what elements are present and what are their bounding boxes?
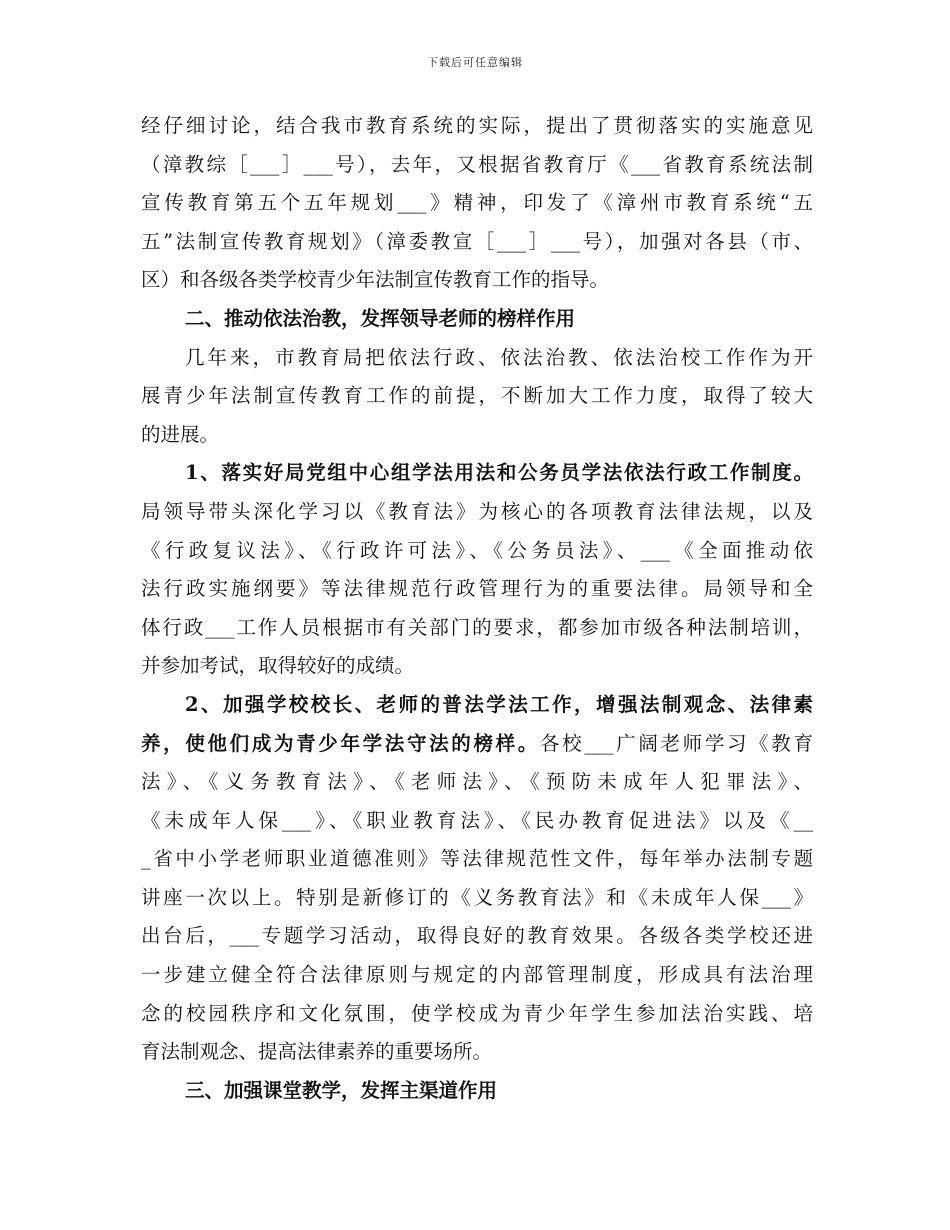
document-body: [141, 107, 813, 1110]
text-line-12: 《行政复议法》、《行政许可法》、《公务员法》、___《全面推动依: [141, 538, 813, 562]
section-heading-2: 二、推动依法治教，发挥领导老师的榜样作用: [185, 306, 576, 330]
text-line-25: 育法制观念、提高法律素养的重要场所。: [141, 1040, 493, 1064]
page-header: 下载后可任意编辑: [427, 56, 523, 69]
text-line-13: 法行政实施纲要》等法律规范行政管理行为的重要法律。局领导和全: [141, 577, 813, 601]
text-line-24: 念的校园秩序和文化氛围，使学校成为青少年学生参加法治实践、培: [141, 1001, 813, 1025]
text-line-15: 并参加考试，取得较好的成绩。: [141, 654, 415, 678]
text-line-4: 五”法制宣传教育规划》（漳委教宣［___］___号），加强对各县（市、: [141, 229, 813, 253]
subheading-2-continuation: 养，使他们成为青少年学法守法的榜样。: [141, 731, 540, 755]
text-line-9: 的进展。: [141, 422, 220, 446]
text-line-20: _省中小学老师职业道德准则》等法律规范性文件，每年举办法制专题: [141, 847, 813, 871]
text-line-17: [141, 725, 813, 764]
subheading-2: 2、加强学校校长、老师的普法学法工作，增强法制观念、法律素: [185, 692, 813, 716]
text-line-5: 区）和各级各类学校青少年法制宣传教育工作的指导。: [141, 268, 610, 292]
text-line-3: 宣传教育第五个五年规划___》精神，印发了《漳州市教育系统“五: [141, 191, 813, 215]
subheading-1: 1、落实好局党组中心组学法用法和公务员学法依法行政工作制度。: [185, 461, 813, 485]
text-line-1: 经仔细讨论，结合我市教育系统的实际，提出了贯彻落实的实施意见: [141, 114, 813, 137]
text-line-23: 一步建立健全符合法律原则与规定的内部管理制度，形成具有法治理: [141, 963, 813, 987]
text-line-17-rest: 各校___广阔老师学习《教育: [539, 731, 813, 755]
text-line-11: 局领导带头深化学习以《教育法》为核心的各项教育法律法规，以及: [141, 499, 813, 523]
text-line-21: 讲座一次以上。特别是新修订的《义务教育法》和《未成年人保___》: [141, 885, 813, 909]
text-line-14: 体行政___工作人员根据市有关部门的要求，都参加市级各种法制培训，: [141, 615, 813, 639]
text-line-19: 《未成年人保___》、《职业教育法》、《民办教育促进法》以及《__: [141, 808, 813, 832]
text-line-8: 展青少年法制宣传教育工作的前提，不断加大工作力度，取得了较大: [141, 384, 813, 408]
text-line-7: 几年来，市教育局把依法行政、依法治教、依法治校工作作为开: [185, 345, 813, 369]
text-line-22: 出台后，___专题学习活动，取得良好的教育效果。各级各类学校还进: [141, 924, 813, 948]
text-line-18: 法》、《义务教育法》、《老师法》、《预防未成年人犯罪法》、: [141, 770, 813, 794]
text-line-2: （漳教综［___］___号），去年，又根据省教育厅《___省教育系统法制: [141, 152, 813, 176]
section-heading-3: 三、加强课堂教学，发挥主渠道作用: [185, 1078, 498, 1102]
